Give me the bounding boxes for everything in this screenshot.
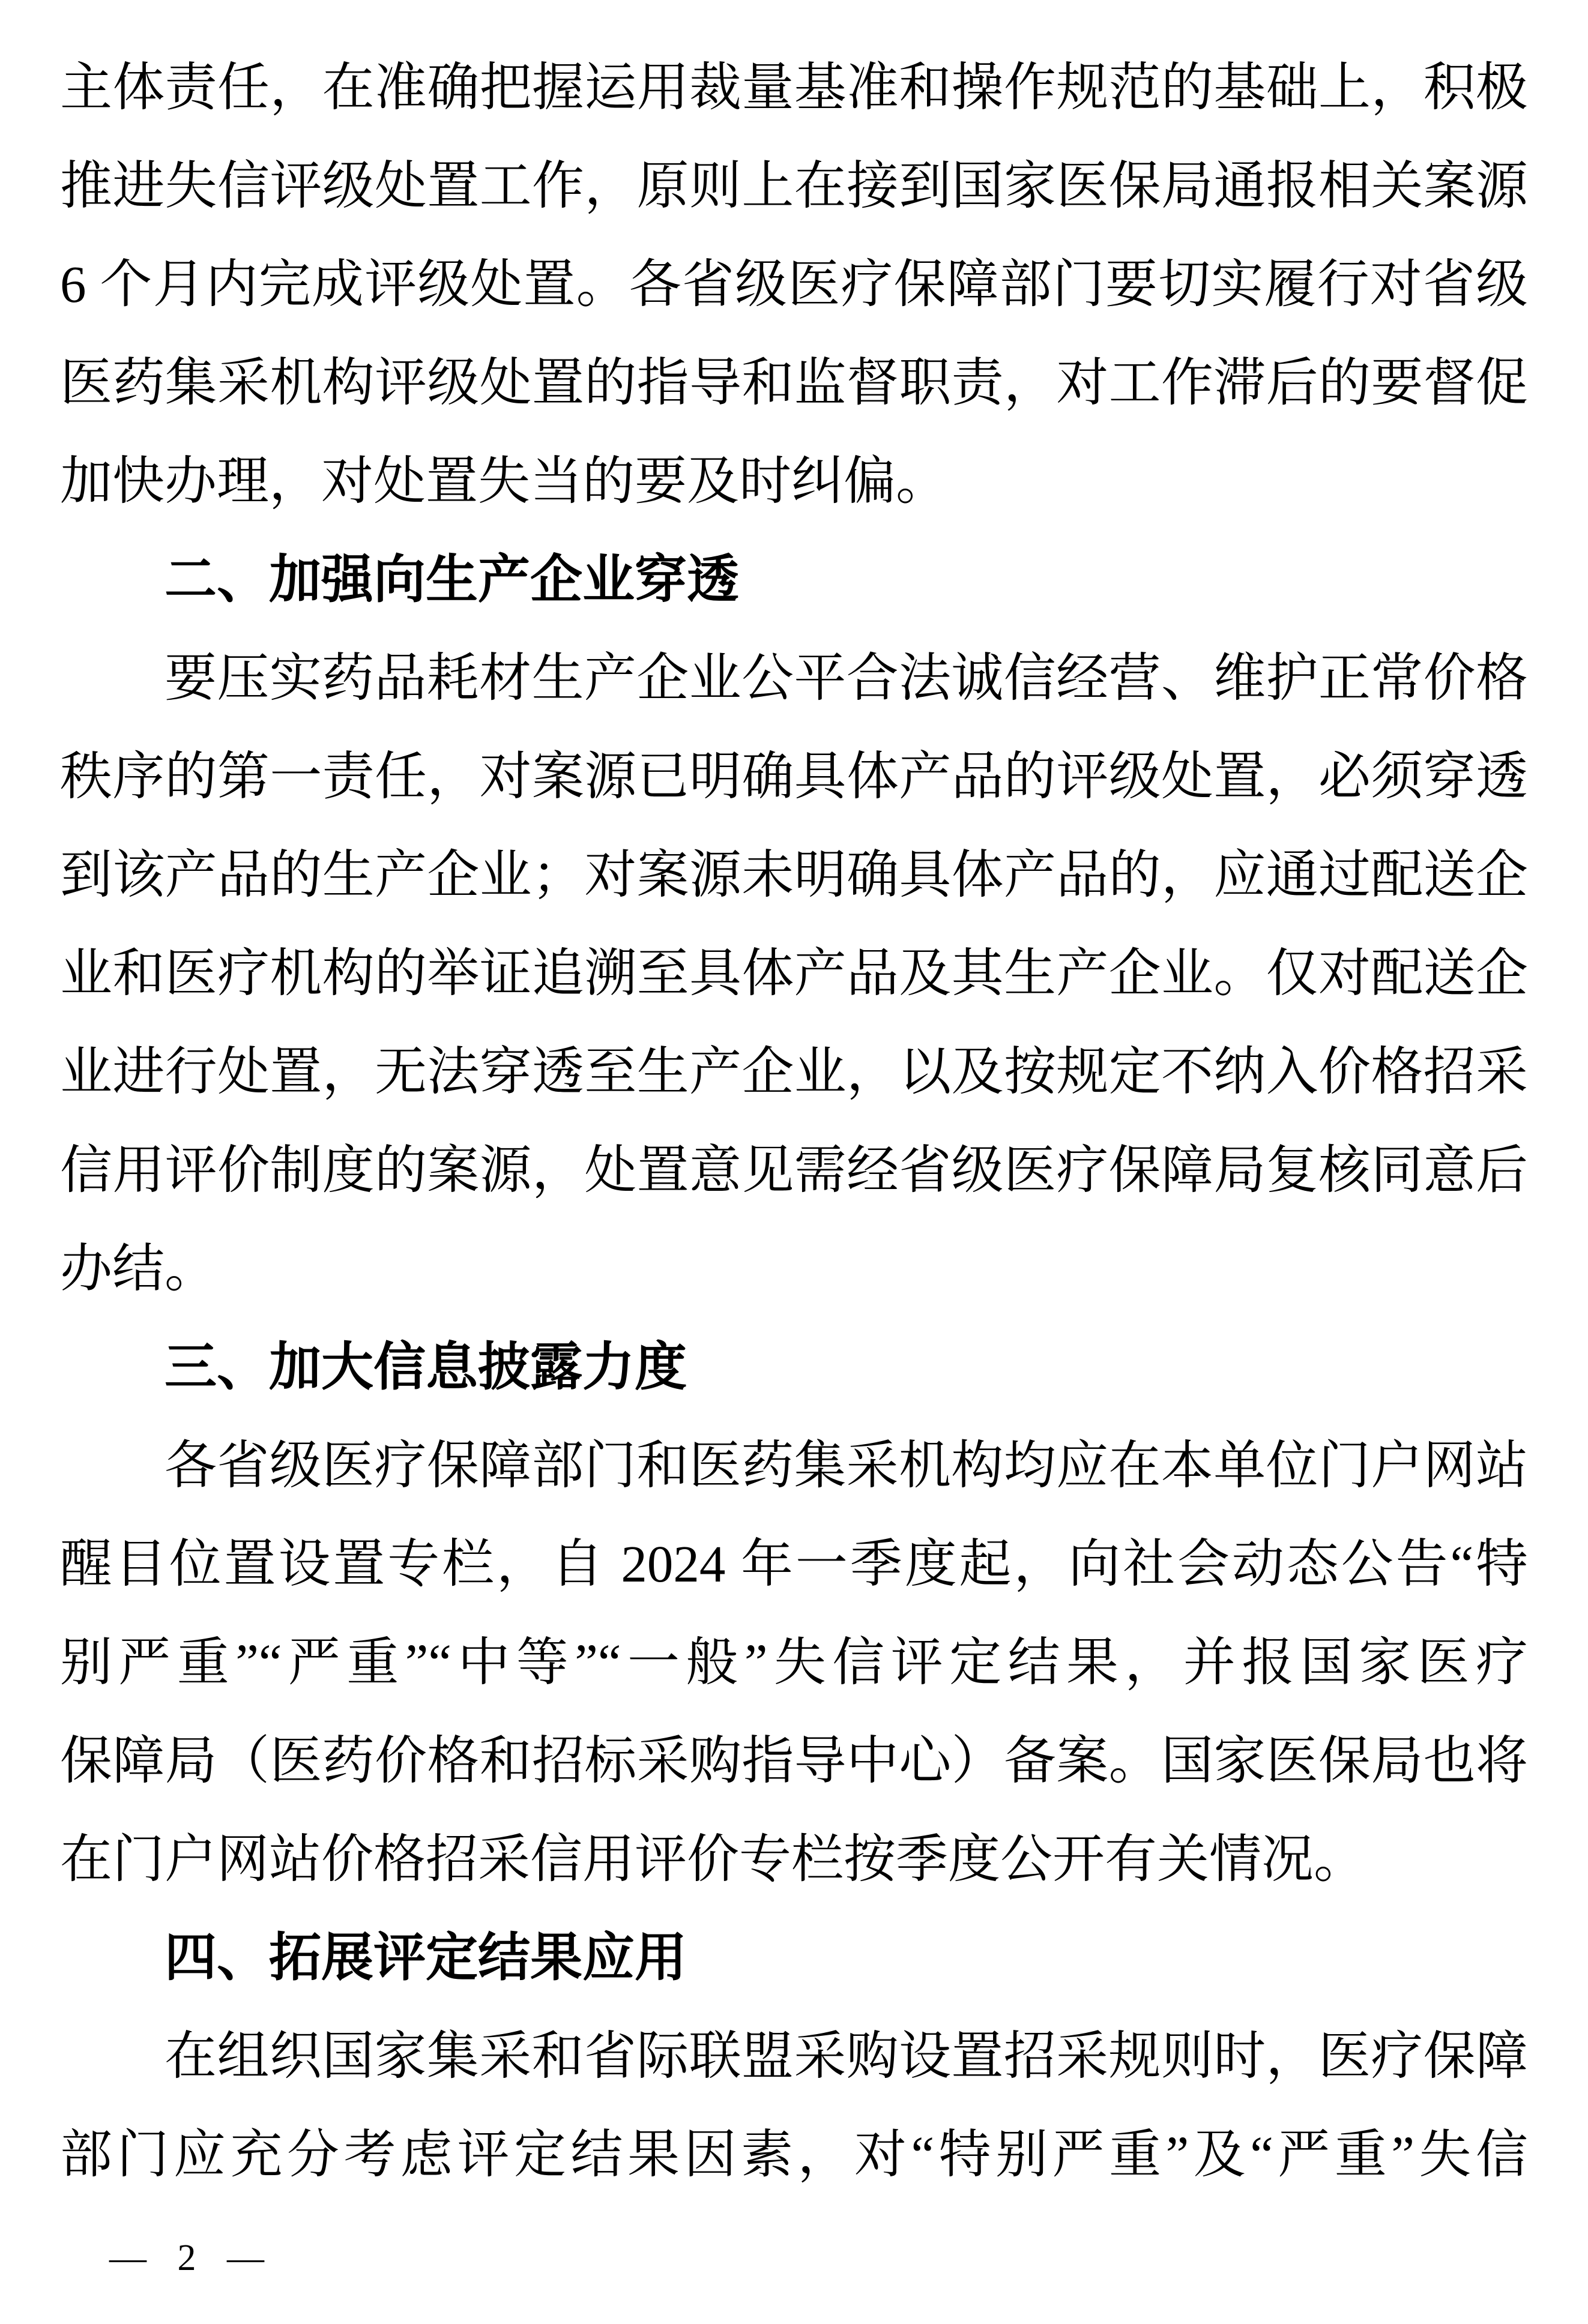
page-footer: — 2 — [109, 2238, 264, 2278]
document-line: 秩序的第一责任，对案源已明确具体产品的评级处置，必须穿透 [60, 747, 1528, 805]
section-heading: 三、加大信息披露力度 [165, 1338, 687, 1396]
section-heading: 二、加强向生产企业穿透 [165, 550, 739, 609]
document-line: 在组织国家集采和省际联盟采购设置招采规则时，医疗保障 [165, 2027, 1528, 2085]
document-line: 到该产品的生产企业；对案源未明确具体产品的，应通过配送企 [60, 846, 1528, 904]
document-line: 医药集采机构评级处置的指导和监督职责，对工作滞后的要督促 [60, 354, 1528, 412]
document-line: 醒目位置设置专栏，自 2024 年一季度起，向社会动态公告“特 [60, 1535, 1528, 1593]
document-line: 业和医疗机构的举证追溯至具体产品及其生产企业。仅对配送企 [60, 944, 1528, 1002]
document-line: 办结。 [60, 1239, 217, 1298]
section-heading: 四、拓展评定结果应用 [165, 1928, 687, 1987]
document-line: 别严重”“严重”“中等”“一般”失信评定结果，并报国家医疗 [60, 1633, 1528, 1691]
document-line: 信用评价制度的案源，处置意见需经省级医疗保障局复核同意后 [60, 1141, 1528, 1199]
document-line: 要压实药品耗材生产企业公平合法诚信经营、维护正常价格 [165, 649, 1528, 707]
document-line: 推进失信评级处置工作，原则上在接到国家医保局通报相关案源 [60, 157, 1528, 215]
document-line: 保障局（医药价格和招标采购指导中心）备案。国家医保局也将 [60, 1732, 1528, 1790]
document-line: 业进行处置，无法穿透至生产企业，以及按规定不纳入价格招采 [60, 1043, 1528, 1101]
document-line: 加快办理，对处置失当的要及时纠偏。 [60, 452, 948, 510]
document-line: 各省级医疗保障部门和医药集采机构均应在本单位门户网站 [165, 1436, 1528, 1495]
document-text-block [60, 38, 1528, 2204]
document-line: 在门户网站价格招采信用评价专栏按季度公开有关情况。 [60, 1830, 1366, 1888]
document-line: 主体责任，在准确把握运用裁量基准和操作规范的基础上，积极 [60, 58, 1528, 116]
document-line: 部门应充分考虑评定结果因素，对“特别严重”及“严重”失信 [60, 2125, 1528, 2184]
document-line: 6 个月内完成评级处置。各省级医疗保障部门要切实履行对省级 [60, 255, 1528, 313]
